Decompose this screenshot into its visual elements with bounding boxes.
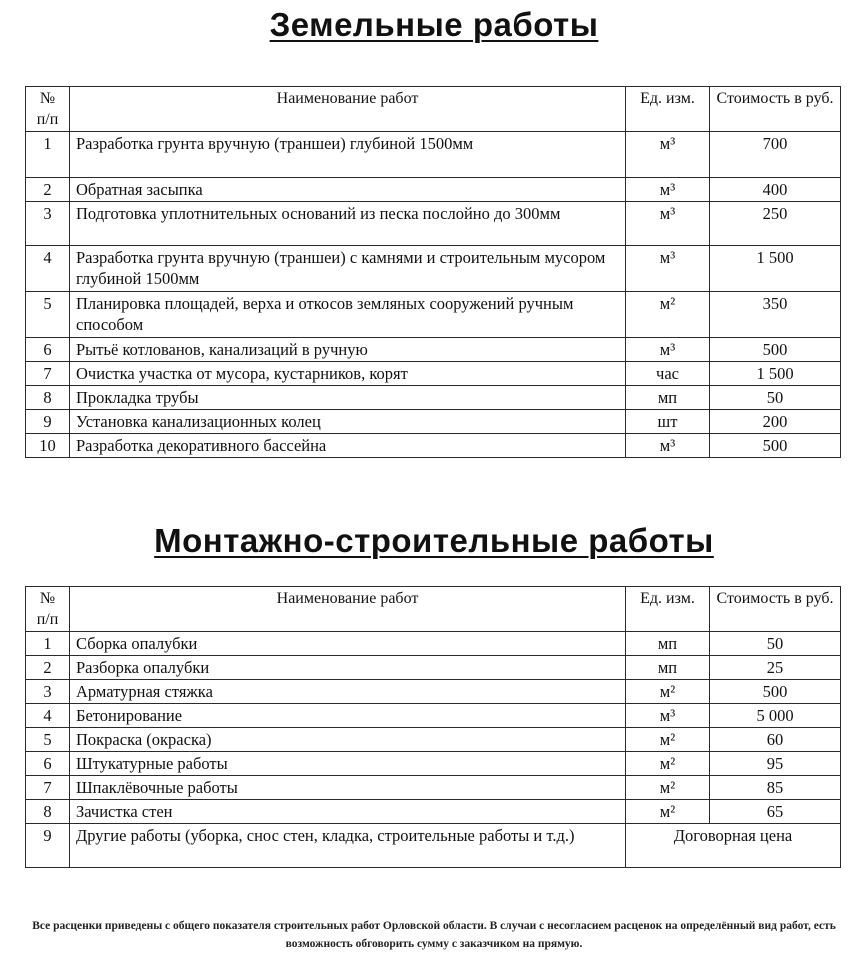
row-number: 9 [26,410,70,434]
unit-of-measure: час [626,362,710,386]
row-number: 3 [26,202,70,246]
work-cost: 500 [710,434,841,458]
work-cost: 25 [710,656,841,680]
work-name: Обратная засыпка [70,178,626,202]
row-number: 1 [26,132,70,178]
table-row [26,434,841,458]
work-name: Разработка грунта вручную (траншеи) глубиной 1500мм [70,132,626,178]
row-number: 1 [26,632,70,656]
unit-of-measure: м³ [626,202,710,246]
table-row [26,338,841,362]
table-row [26,178,841,202]
row-number: 6 [26,338,70,362]
work-cost: 400 [710,178,841,202]
work-name: Прокладка трубы [70,386,626,410]
header-unit: Ед. изм. [626,87,710,132]
work-name: Разработка декоративного бассейна [70,434,626,458]
table-header-row [26,587,841,632]
earthworks-price-table [25,86,841,458]
work-name: Планировка площадей, верха и откосов земляных сооружений ручным способом [70,292,626,338]
unit-of-measure: мп [626,386,710,410]
row-number: 7 [26,362,70,386]
work-cost: 95 [710,752,841,776]
row-number: 5 [26,292,70,338]
unit-of-measure: м³ [626,178,710,202]
construction-rows [26,632,841,868]
unit-of-measure: мп [626,632,710,656]
unit-of-measure: м³ [626,246,710,292]
work-name: Шпаклёвочные работы [70,776,626,800]
table-row [26,680,841,704]
table-row [26,800,841,824]
unit-of-measure: шт [626,410,710,434]
row-number: 9 [26,824,70,868]
header-num: № п/п [26,87,70,132]
header-unit: Ед. изм. [626,587,710,632]
table-row [26,632,841,656]
row-number: 2 [26,656,70,680]
unit-of-measure: м² [626,800,710,824]
table-row [26,292,841,338]
header-cost: Стоимость в руб. [710,87,841,132]
footnote: Все расценки приведены с общего показателя строительных работ Орловской области. В случаи с несогласием расценок на определённый вид работ, есть возможность обговорить сумму с заказчиком на прямую. [32,919,836,950]
work-name: Разработка грунта вручную (траншеи) с камнями и строительным мусором глубиной 1500мм [70,246,626,292]
header-name: Наименование работ [70,587,626,632]
work-name: Установка канализационных колец [70,410,626,434]
work-cost: 85 [710,776,841,800]
unit-of-measure: м² [626,292,710,338]
table-row [26,752,841,776]
work-name: Покраска (окраска) [70,728,626,752]
work-cost: 700 [710,132,841,178]
work-cost: 50 [710,386,841,410]
table-row [26,246,841,292]
work-cost: 1 500 [710,246,841,292]
table-row [26,728,841,752]
header-name: Наименование работ [70,87,626,132]
work-name: Сборка опалубки [70,632,626,656]
table-row [26,410,841,434]
work-cost: 250 [710,202,841,246]
unit-of-measure: м² [626,728,710,752]
row-number: 4 [26,704,70,728]
row-number: 8 [26,800,70,824]
work-name: Штукатурные работы [70,752,626,776]
work-name: Очистка участка от мусора, кустарников, корят [70,362,626,386]
table-row [26,776,841,800]
row-number: 6 [26,752,70,776]
work-name: Разборка опалубки [70,656,626,680]
table-row [26,656,841,680]
row-number: 5 [26,728,70,752]
table-row [26,386,841,410]
work-cost: 350 [710,292,841,338]
work-name: Зачистка стен [70,800,626,824]
unit-of-measure: м² [626,776,710,800]
unit-of-measure: м³ [626,704,710,728]
row-number: 7 [26,776,70,800]
table-row [26,704,841,728]
unit-of-measure: м³ [626,132,710,178]
row-number: 2 [26,178,70,202]
work-cost: 60 [710,728,841,752]
work-name: Бетонирование [70,704,626,728]
table-row [26,824,841,868]
work-cost: 500 [710,680,841,704]
table-row [26,362,841,386]
work-cost: 50 [710,632,841,656]
section-title-earthworks: Земельные работы [269,6,599,43]
unit-of-measure: м³ [626,338,710,362]
work-cost: 200 [710,410,841,434]
unit-of-measure: м³ [626,434,710,458]
work-cost: 500 [710,338,841,362]
row-number: 10 [26,434,70,458]
work-name: Рытьё котлованов, канализаций в ручную [70,338,626,362]
table-row [26,202,841,246]
table-header-row [26,87,841,132]
unit-of-measure: мп [626,656,710,680]
row-number: 3 [26,680,70,704]
construction-price-table [25,586,841,868]
header-cost: Стоимость в руб. [710,587,841,632]
row-number: 4 [26,246,70,292]
unit-of-measure: м² [626,680,710,704]
section-title-construction: Монтажно-строительные работы [154,522,714,559]
work-cost: 1 500 [710,362,841,386]
row-number: 8 [26,386,70,410]
work-name: Подготовка уплотнительных оснований из песка послойно до 300мм [70,202,626,246]
earthworks-rows [26,132,841,458]
work-cost: Договорная цена [626,824,841,868]
work-cost: 5 000 [710,704,841,728]
work-cost: 65 [710,800,841,824]
work-name: Другие работы (уборка, снос стен, кладка, строительные работы и т.д.) [70,824,626,868]
work-name: Арматурная стяжка [70,680,626,704]
unit-of-measure: м² [626,752,710,776]
table-row [26,132,841,178]
header-num: № п/п [26,587,70,632]
